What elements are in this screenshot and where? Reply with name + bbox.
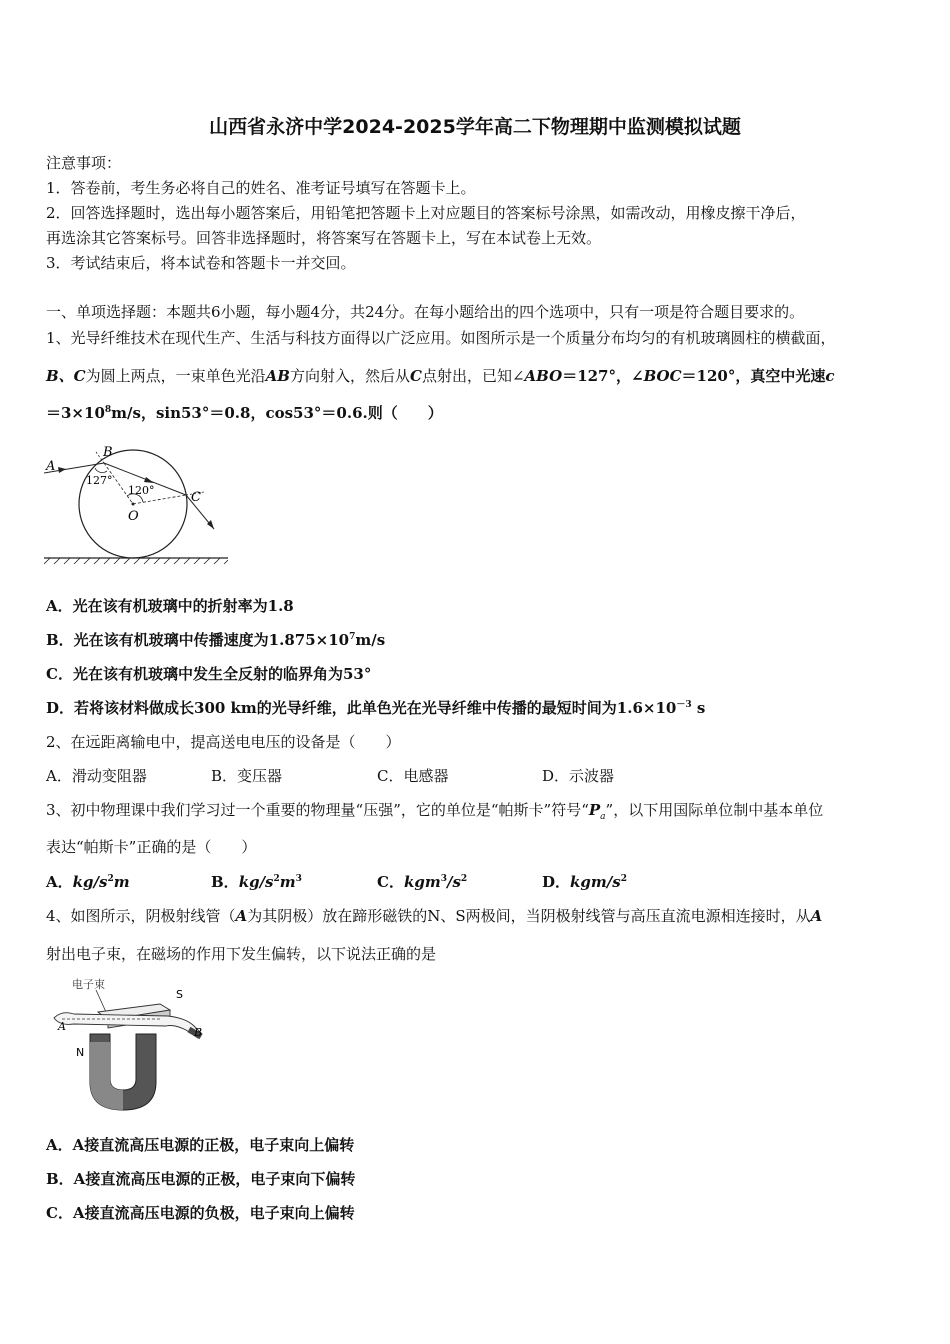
q3-option-a: [46, 871, 130, 892]
notice-item-2-line-1: 2．回答选择题时，选出每小题答案后，用铅笔把答题卡上对应题目的答案标号涂黑，如需改动，用橡皮擦干净后，: [46, 204, 806, 222]
q1-option-c: C．光在该有机玻璃中发生全反射的临界角为53°: [46, 665, 372, 683]
q1-exp: 8: [104, 405, 112, 415]
label-electron-beam: 电子束: [72, 978, 105, 991]
q3-opt-c-text2: /s: [446, 873, 461, 891]
beam-pointer: [96, 990, 106, 1012]
q1-opt-d-text: D．若将该材料做成长300 km的光导纤维，此单色光在光导纤维中传播的最短时间为1.6×10: [46, 699, 677, 717]
q4-option-c: C．A接直流高压电源的负极，电子束向上偏转: [46, 1204, 355, 1222]
q2-option-a: A．滑动变阻器: [46, 767, 147, 785]
q3-opt-label: D．: [542, 873, 571, 891]
label-a: A: [46, 459, 56, 474]
label-b: B: [194, 1026, 203, 1039]
q4-stem-line-2: 射出电子束，在磁场的作用下发生偏转，以下说法正确的是: [46, 945, 437, 963]
q1-text: 点射出，已知∠: [421, 367, 525, 385]
q1-stem-line-1: 1、光导纤维技术在现代生产、生活与科技方面得以广泛应用。如图所示是一个质量分布均匀的有机玻璃圆柱的横截面，: [46, 329, 836, 347]
q4-option-a: A．A接直流高压电源的正极，电子束向上偏转: [46, 1136, 355, 1154]
section-1-header: 一、单项选择题：本题共6小题，每小题4分，共24分。在每小题给出的四个选项中，只有一项是符合题目要求的。: [46, 303, 805, 321]
label-s: S: [176, 988, 183, 1001]
q3-opt-label: B．: [211, 873, 239, 891]
ground-hatch: [44, 558, 228, 564]
q3-symbol: P: [588, 801, 601, 819]
q3-stem-line-2: 表达“帕斯卡”正确的是（ ）: [46, 838, 257, 856]
label-b: B: [103, 445, 113, 460]
q1-boc: BOC: [643, 367, 682, 385]
q1-text: ＝3×10: [46, 404, 105, 422]
q1-abo: ABO: [524, 367, 563, 385]
ray-tube: [54, 1013, 202, 1038]
q3-opt-c-exp2: 2: [460, 874, 468, 884]
q2-stem: 2、在远距离输电中，提高送电电压的设备是（ ）: [46, 733, 401, 751]
q3-option-b: [211, 871, 302, 892]
q3-option-c: [377, 871, 467, 892]
label-127: 127°: [86, 474, 113, 487]
q1-opt-d-unit: s: [691, 699, 706, 717]
label-o: O: [128, 509, 139, 524]
q1-option-b: [46, 629, 385, 650]
notice-item-2-line-2: 再选涂其它答案标号。回答非选择题时，将答案写在答题卡上，写在本试卷上无效。: [46, 229, 602, 247]
q1-ab: AB: [265, 367, 290, 385]
notice-item-3: 3．考试结束后，将本试卷和答题卡一并交回。: [46, 254, 356, 272]
q1-stem-line-3: [46, 402, 443, 423]
q1-text: 为圆上两点，一束单色光沿: [85, 367, 266, 385]
q4-a: A: [235, 907, 248, 925]
label-a: A: [58, 1020, 66, 1033]
q3-opt-b-exp: 2: [273, 874, 280, 884]
q3-opt-a-text2: m: [113, 873, 130, 891]
notice-item-1: 1．答卷前，考生务必将自己的姓名、准考证号填写在答题卡上。: [46, 179, 476, 197]
q1-stem-line-2: [46, 365, 835, 386]
q1-opt-b-unit: m/s: [355, 631, 386, 649]
q1-c: C: [409, 367, 422, 385]
q1-option-d: [46, 697, 705, 718]
q4-option-b: B．A接直流高压电源的正极，电子束向下偏转: [46, 1170, 356, 1188]
q3-text: ”，以下用国际单位制中基本单位: [605, 801, 824, 819]
q2-option-c: C．电感器: [377, 767, 449, 785]
q3-opt-c-exp: 3: [440, 874, 447, 884]
q1-text: ＝127°，∠: [562, 367, 644, 385]
q3-opt-label: A．: [46, 873, 73, 891]
q1-points-bc: B、C: [46, 367, 86, 385]
q2-option-b: B．变压器: [211, 767, 283, 785]
q3-opt-d-exp: 2: [620, 874, 627, 884]
q3-opt-c-text: kgm: [403, 873, 441, 891]
q3-text: 3、初中物理课中我们学习过一个重要的物理量“压强”，它的单位是“帕斯卡”符号“: [46, 801, 589, 819]
q3-stem-line-1: [46, 799, 823, 822]
q3-opt-b-exp2: 3: [295, 874, 302, 884]
q3-symbol-sub: a: [600, 812, 606, 822]
q4-figure: [48, 974, 216, 1116]
q1-opt-b-text: B．光在该有机玻璃中传播速度为1.875×10: [46, 631, 350, 649]
label-120: 120°: [128, 484, 155, 497]
q2-option-d: D．示波器: [542, 767, 615, 785]
q1-text: 方向射入，然后从: [289, 367, 410, 385]
angle-arc-127: [95, 468, 107, 473]
q4-a2: A: [810, 907, 823, 925]
page-title: 山西省永济中学2024-2025学年高二下物理期中监测模拟试题: [209, 116, 741, 138]
q3-opt-d-text: kgm/s: [570, 873, 621, 891]
q1-c-var: c: [825, 367, 835, 385]
q4-stem-line-1: [46, 905, 822, 926]
q1-figure: [44, 440, 228, 565]
label-n: N: [76, 1046, 85, 1059]
q1-opt-d-exp: －3: [676, 700, 692, 710]
inner-arrow: [144, 477, 154, 483]
q4-text: 为其阴极）放在蹄形磁铁的N、S两极间，当阴极射线管与高压直流电源相连接时，从: [247, 907, 811, 925]
q3-opt-b-text2: m: [279, 873, 296, 891]
q3-opt-b-text: kg/s: [238, 873, 274, 891]
q3-opt-label: C．: [377, 873, 404, 891]
q4-text: 4、如图所示，阴极射线管（: [46, 907, 236, 925]
q1-opt-b-exp: 7: [349, 632, 356, 642]
q1-option-a: A．光在该有机玻璃中的折射率为1.8: [46, 597, 294, 615]
label-c: C: [191, 490, 201, 505]
q3-option-d: [542, 871, 627, 892]
notice-heading: 注意事项：: [46, 154, 122, 172]
q3-opt-a-text: kg/s: [72, 873, 108, 891]
q1-text: m/s，sin53°＝0.8，cos53°＝0.6.则（ ）: [111, 404, 443, 422]
center-dot: [132, 503, 135, 506]
q1-text: ＝120°，真空中光速: [681, 367, 826, 385]
q3-opt-a-exp: 2: [107, 874, 114, 884]
